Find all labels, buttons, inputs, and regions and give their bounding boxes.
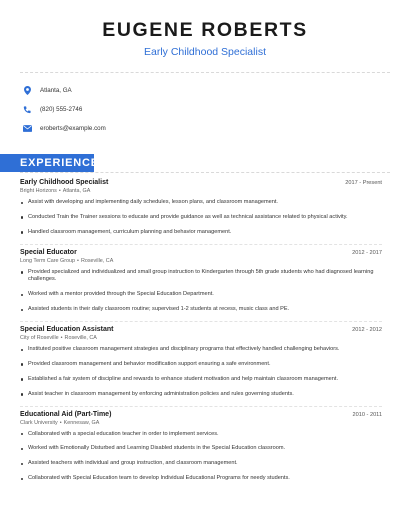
job-company: Bright Horizons	[20, 188, 57, 194]
job-employer: Bright Horizons • Atlanta, GA	[20, 188, 91, 194]
list-item: Collaborated with a special education teacher in order to implement services.	[20, 431, 382, 439]
job-location: Kennesaw, GA	[63, 419, 100, 426]
location-pin-icon	[22, 86, 32, 96]
list-item: Provided specialized and individualized and small group instruction to Kindergarten through 5th grade students who had diagnosed learning challenges.	[20, 269, 382, 284]
list-item: Established a fair system of discipline and rewards to enhance student motivation and help maintain classroom management.	[20, 376, 382, 384]
job-bullets	[20, 346, 382, 398]
list-item: Assisted students in their daily classroom routine; supervised 1-2 students at recess, music class and PE.	[20, 306, 382, 314]
job-title: Special Education Assistant	[20, 325, 114, 333]
job-company: Long Term Care Group	[20, 257, 76, 264]
contact-location	[22, 81, 388, 100]
job-bullets	[20, 199, 382, 236]
list-item: Conducted Train the Trainer sessions to educate and provide guidance as well as technical assistance related to physical activity.	[20, 214, 382, 222]
job-employer: Clark University • Kennesaw, GA	[20, 419, 100, 426]
job-bullets	[20, 269, 382, 314]
job-employer: Long Term Care Group • Roseville, CA	[20, 257, 114, 264]
job-divider	[20, 244, 382, 245]
job-location: Roseville, CA	[80, 257, 114, 264]
job-entry	[20, 179, 382, 236]
resume-header	[0, 0, 410, 59]
section-divider	[20, 172, 390, 173]
job-dates: 2010 - 2011	[352, 411, 382, 418]
candidate-title: Early Childhood Specialist	[144, 46, 266, 58]
experience-section-header: EXPERIENCE	[0, 154, 94, 172]
job-title: Educational Aid (Part-Time)	[20, 410, 112, 418]
job-location: Atlanta, GA	[62, 188, 91, 194]
contact-section	[0, 73, 410, 142]
job-employer: City of Roseville • Roseville, CA	[20, 334, 97, 341]
job-company: City of Roseville	[20, 334, 59, 341]
contact-location-text: Atlanta, GA	[40, 87, 72, 94]
job-divider	[20, 321, 382, 322]
job-location: Roseville, CA	[64, 334, 97, 341]
job-dates: 2012 - 2017	[352, 249, 382, 256]
job-company: Clark University	[20, 419, 58, 426]
contact-phone	[22, 100, 388, 119]
job-title: Early Childhood Specialist	[20, 179, 109, 186]
email-icon	[22, 124, 32, 134]
contact-email-text: eroberts@example.com	[40, 125, 106, 132]
job-title: Special Educator	[20, 248, 77, 256]
job-entry	[20, 326, 382, 398]
list-item: Provided classroom management and behavior modification support ensuring a safe environment.	[20, 361, 382, 369]
job-bullets	[20, 431, 382, 483]
job-entry	[20, 249, 382, 314]
list-item: Instituted positive classroom management strategies and disciplinary programs that effectively handled challenging behaviors.	[20, 346, 382, 354]
job-entry	[20, 411, 382, 483]
phone-icon	[22, 105, 32, 115]
list-item: Worked with a mentor provided through the Special Education Department.	[20, 291, 382, 299]
list-item: Assist with developing and implementing daily schedules, lesson plans, and classroom management.	[20, 199, 382, 207]
list-item: Assisted teachers with individual and group instruction, and classroom management.	[20, 460, 382, 468]
contact-phone-text: (820) 555-2746	[40, 106, 83, 113]
list-item: Handled classroom management, curriculum planning and behavior management.	[20, 229, 382, 237]
candidate-name: EUGENE ROBERTS	[102, 19, 308, 41]
job-dates: 2012 - 2012	[352, 326, 382, 333]
job-divider	[20, 406, 382, 407]
list-item: Collaborated with Special Education team to develop Individual Educational Programs for needy students.	[20, 475, 382, 483]
list-item: Worked with Emotionally Disturbed and Learning Disabled students in the Special Education classroom.	[20, 445, 382, 453]
list-item: Assist teacher in classroom management by enforcing administration policies and rules governing students.	[20, 391, 382, 399]
experience-list	[0, 179, 410, 483]
contact-email	[22, 119, 388, 138]
job-dates: 2017 - Present	[345, 180, 382, 186]
